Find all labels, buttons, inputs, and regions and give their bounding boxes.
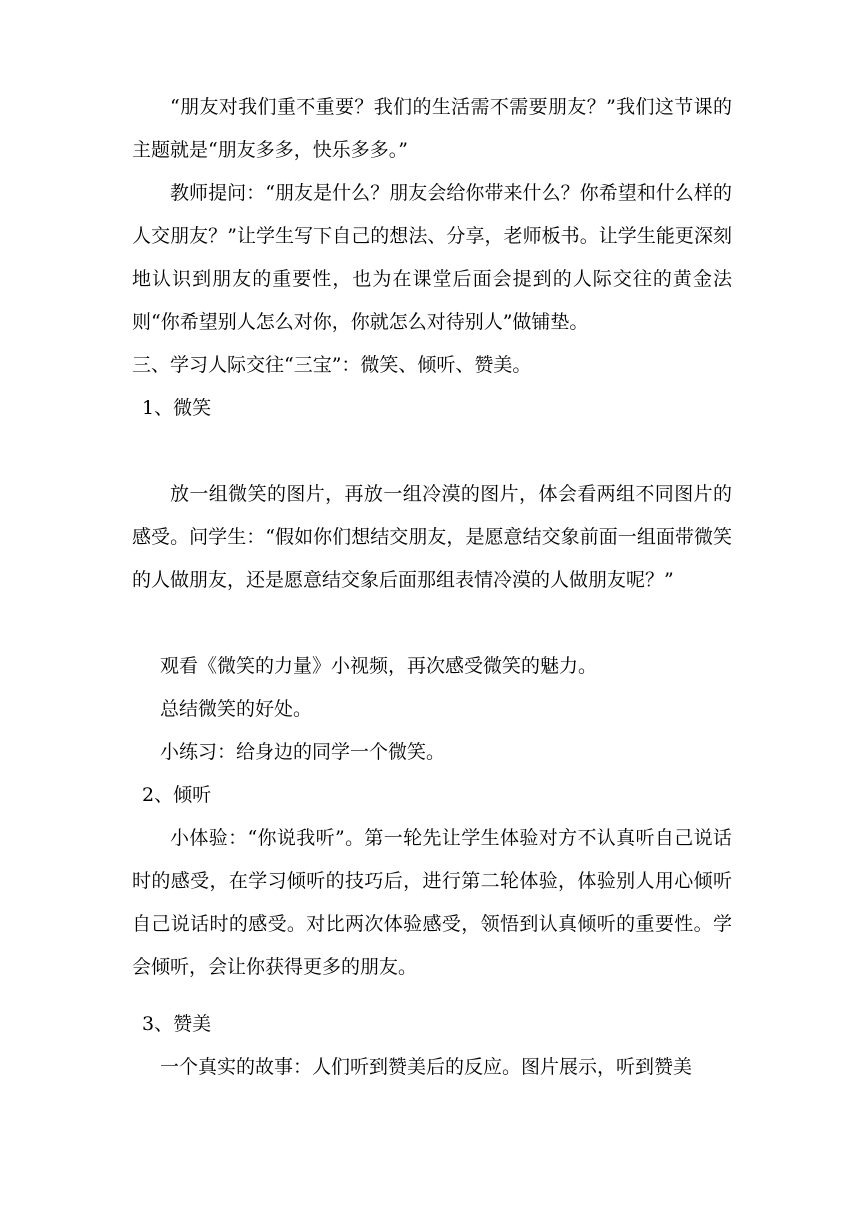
subheading-listening: 2、倾听 — [142, 784, 212, 806]
paragraph-praise-story: 一个真实的故事：人们听到赞美后的反应。图片展示，听到赞美 — [160, 1056, 693, 1078]
paragraph-smile-video: 观看《微笑的力量》小视频，再次感受微笑的魅力。 — [160, 655, 598, 677]
paragraph-friends-importance: “朋友对我们重不重要？我们的生活需不需要朋友？”我们这节课的主题就是“朋友多多，快乐多多。” — [132, 96, 732, 161]
subheading-praise: 3、赞美 — [142, 1013, 212, 1035]
paragraph-listening-experience: 小体验：“你说我听”。第一轮先让学生体验对方不认真听自己说话时的感受，在学习倾听的技巧后，进行第二轮体验，体验别人用心倾听自己说话时的感受。对比两次体验感受，领悟到认真倾听的重要性。学会倾听，会让你获得更多的朋友。 — [132, 827, 732, 978]
paragraph-smile-summary: 总结微笑的好处。 — [160, 698, 313, 720]
section-heading-three-treasures: 三、学习人际交往“三宝”：微笑、倾听、赞美。 — [132, 354, 532, 376]
subheading-smile: 1、微笑 — [142, 397, 212, 419]
paragraph-smile-pictures: 放一组微笑的图片，再放一组冷漠的图片，体会看两组不同图片的感受。问学生：“假如你们想结交朋友，是愿意结交象前面一组面带微笑的人做朋友，还是愿意结交象后面那组表情冷漠的人做朋友呢？” — [132, 483, 732, 591]
paragraph-teacher-question: 教师提问：“朋友是什么？朋友会给你带来什么？你希望和什么样的人交朋友？”让学生写下自己的想法、分享，老师板书。让学生能更深刻地认识到朋友的重要性，也为在课堂后面会提到的人际交往的黄金法则“你希望别人怎么对你，你就怎么对待别人”做铺垫。 — [132, 182, 732, 333]
paragraph-smile-exercise: 小练习：给身边的同学一个微笑。 — [160, 741, 446, 763]
